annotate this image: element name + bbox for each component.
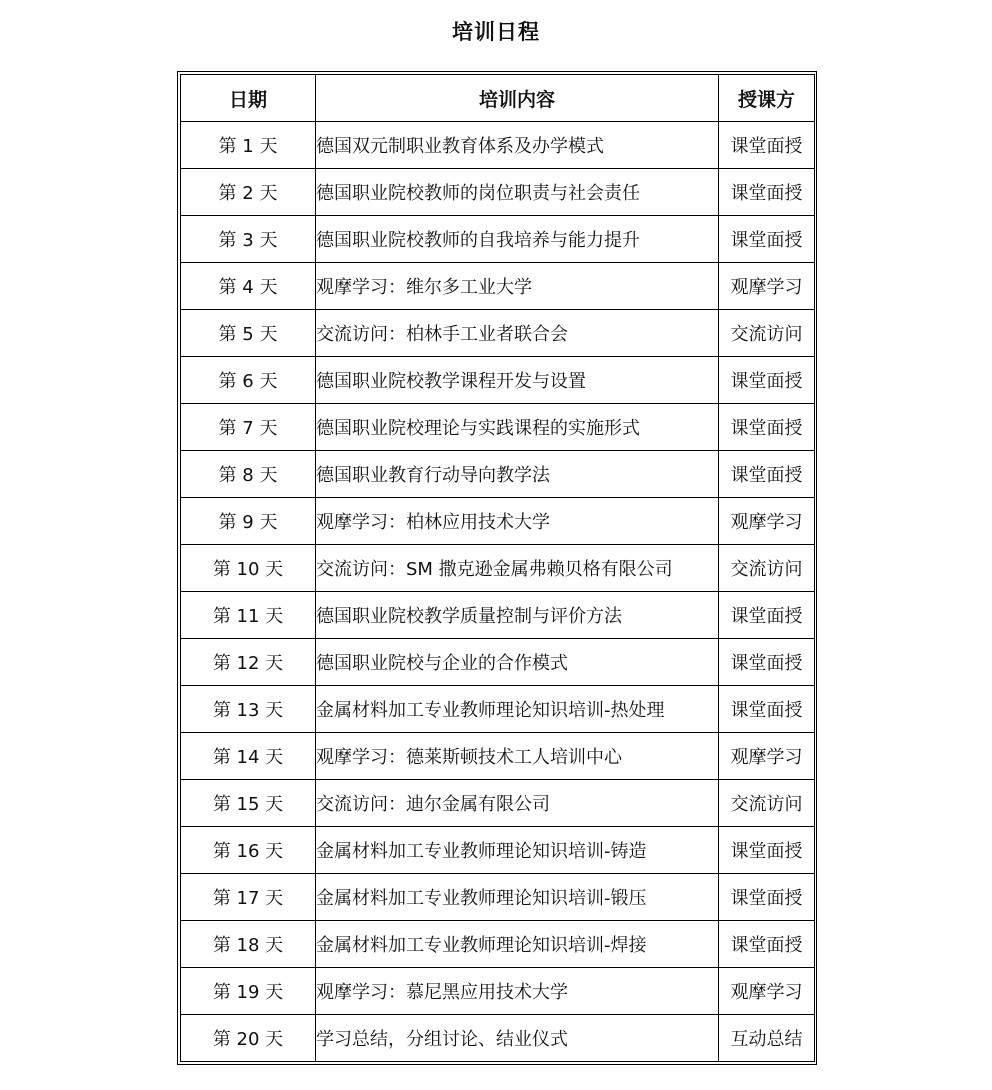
cell-content: 学习总结，分组讨论、结业仪式	[316, 1015, 719, 1062]
cell-content: 观摩学习：慕尼黑应用技术大学	[316, 968, 719, 1015]
table-row	[181, 498, 815, 545]
cell-method: 观摩学习	[719, 498, 815, 545]
schedule-body	[181, 122, 815, 1062]
cell-day: 第 15 天	[181, 780, 316, 827]
table-row	[181, 874, 815, 921]
cell-method: 互动总结	[719, 1015, 815, 1062]
cell-method: 课堂面授	[719, 404, 815, 451]
cell-day: 第 7 天	[181, 404, 316, 451]
table-row	[181, 451, 815, 498]
table-row	[181, 639, 815, 686]
table-row	[181, 169, 815, 216]
cell-content: 交流访问：柏林手工业者联合会	[316, 310, 719, 357]
cell-day: 第 5 天	[181, 310, 316, 357]
cell-content: 德国职业教育行动导向教学法	[316, 451, 719, 498]
table-row	[181, 216, 815, 263]
header-day: 日期	[181, 75, 316, 122]
cell-content: 金属材料加工专业教师理论知识培训-焊接	[316, 921, 719, 968]
table-row	[181, 310, 815, 357]
cell-content: 交流访问：迪尔金属有限公司	[316, 780, 719, 827]
cell-content: 交流访问：SM 撒克逊金属弗赖贝格有限公司	[316, 545, 719, 592]
table-row	[181, 968, 815, 1015]
table-row	[181, 122, 815, 169]
cell-day: 第 20 天	[181, 1015, 316, 1062]
header-content: 培训内容	[316, 75, 719, 122]
cell-day: 第 1 天	[181, 122, 316, 169]
cell-content: 德国职业院校教学质量控制与评价方法	[316, 592, 719, 639]
cell-day: 第 9 天	[181, 498, 316, 545]
cell-day: 第 2 天	[181, 169, 316, 216]
cell-content: 德国职业院校教师的岗位职责与社会责任	[316, 169, 719, 216]
cell-method: 课堂面授	[719, 451, 815, 498]
schedule-table	[180, 74, 815, 1062]
cell-content: 观摩学习：维尔多工业大学	[316, 263, 719, 310]
cell-method: 观摩学习	[719, 263, 815, 310]
cell-content: 金属材料加工专业教师理论知识培训-锻压	[316, 874, 719, 921]
cell-content: 德国职业院校教师的自我培养与能力提升	[316, 216, 719, 263]
cell-content: 德国职业院校理论与实践课程的实施形式	[316, 404, 719, 451]
table-row	[181, 545, 815, 592]
table-row	[181, 686, 815, 733]
cell-day: 第 10 天	[181, 545, 316, 592]
cell-day: 第 19 天	[181, 968, 316, 1015]
cell-day: 第 14 天	[181, 733, 316, 780]
table-row	[181, 592, 815, 639]
header-method: 授课方	[719, 75, 815, 122]
table-row	[181, 404, 815, 451]
cell-day: 第 13 天	[181, 686, 316, 733]
cell-method: 交流访问	[719, 545, 815, 592]
cell-content: 金属材料加工专业教师理论知识培训-热处理	[316, 686, 719, 733]
cell-day: 第 8 天	[181, 451, 316, 498]
table-row	[181, 733, 815, 780]
cell-content: 德国职业院校教学课程开发与设置	[316, 357, 719, 404]
cell-method: 交流访问	[719, 310, 815, 357]
cell-day: 第 6 天	[181, 357, 316, 404]
page-title: 培训日程	[452, 20, 540, 44]
cell-day: 第 4 天	[181, 263, 316, 310]
cell-method: 课堂面授	[719, 122, 815, 169]
cell-content: 德国职业院校与企业的合作模式	[316, 639, 719, 686]
cell-method: 课堂面授	[719, 592, 815, 639]
cell-method: 课堂面授	[719, 874, 815, 921]
cell-day: 第 12 天	[181, 639, 316, 686]
cell-method: 课堂面授	[719, 827, 815, 874]
cell-method: 课堂面授	[719, 639, 815, 686]
cell-method: 观摩学习	[719, 733, 815, 780]
table-row	[181, 780, 815, 827]
table-header-row	[181, 75, 815, 122]
cell-content: 德国双元制职业教育体系及办学模式	[316, 122, 719, 169]
cell-method: 课堂面授	[719, 686, 815, 733]
cell-content: 金属材料加工专业教师理论知识培训-铸造	[316, 827, 719, 874]
cell-method: 观摩学习	[719, 968, 815, 1015]
table-row	[181, 827, 815, 874]
cell-day: 第 17 天	[181, 874, 316, 921]
cell-method: 课堂面授	[719, 357, 815, 404]
cell-day: 第 11 天	[181, 592, 316, 639]
table-row	[181, 1015, 815, 1062]
schedule-table-frame	[177, 71, 817, 1065]
table-row	[181, 921, 815, 968]
cell-day: 第 3 天	[181, 216, 316, 263]
cell-content: 观摩学习：德莱斯顿技术工人培训中心	[316, 733, 719, 780]
cell-day: 第 18 天	[181, 921, 316, 968]
cell-method: 课堂面授	[719, 216, 815, 263]
cell-method: 交流访问	[719, 780, 815, 827]
cell-method: 课堂面授	[719, 169, 815, 216]
table-row	[181, 263, 815, 310]
cell-method: 课堂面授	[719, 921, 815, 968]
cell-content: 观摩学习：柏林应用技术大学	[316, 498, 719, 545]
table-row	[181, 357, 815, 404]
cell-day: 第 16 天	[181, 827, 316, 874]
